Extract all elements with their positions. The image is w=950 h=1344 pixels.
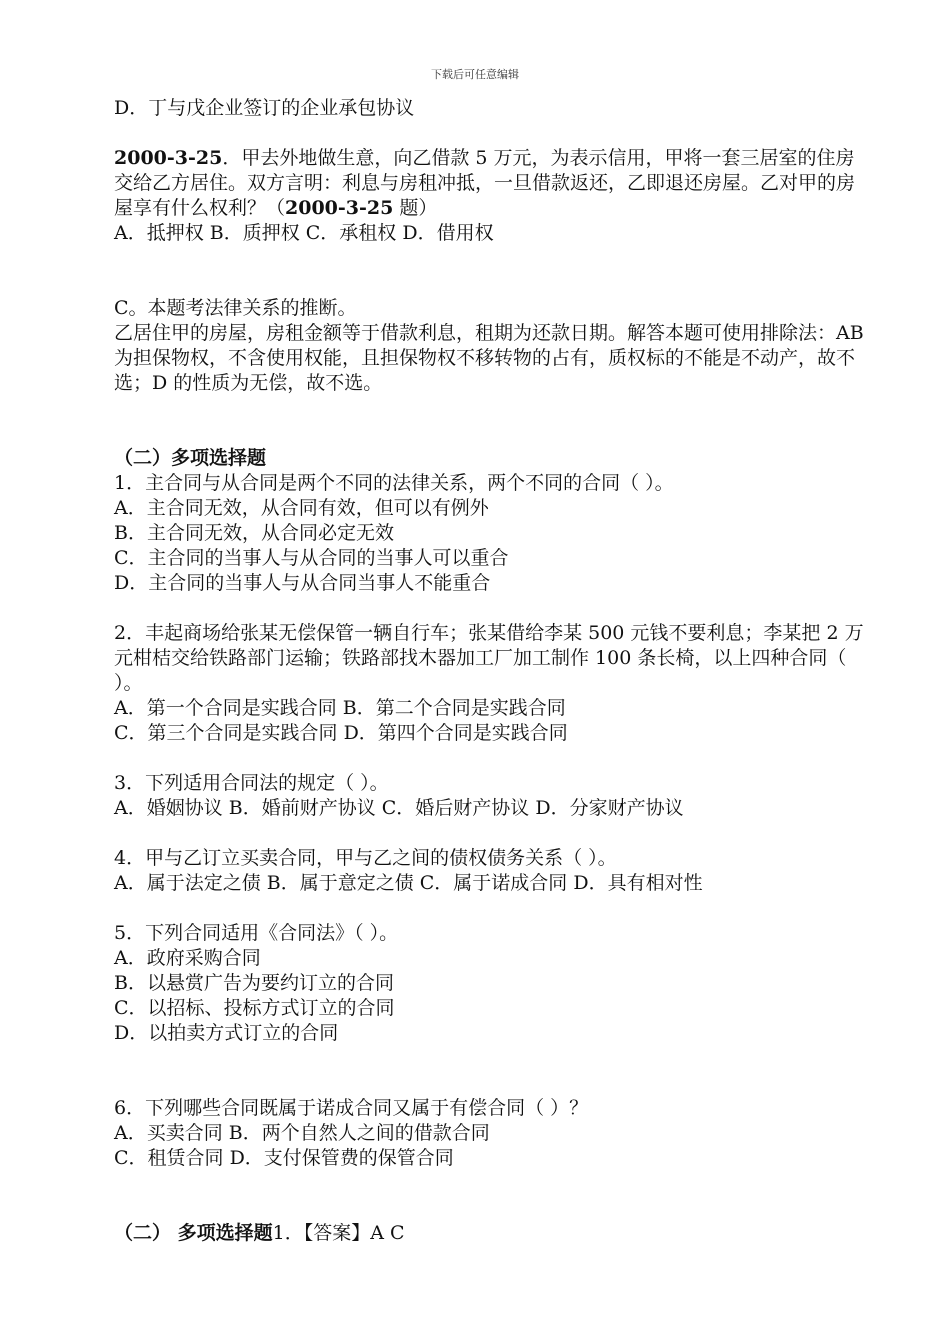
question-option: C．租赁合同 D．支付保管费的保管合同 [114,1147,454,1169]
question-1 [114,471,864,596]
question-stem: 5．下列合同适用《合同法》（ ）。 [114,922,399,944]
answer-2000-line1: C。本题考法律关系的推断。 [114,297,357,319]
question-option: D．以拍卖方式订立的合同 [114,1022,339,1044]
answer-section [114,1221,864,1246]
answer-section-text: 1．【答案】A C [272,1222,405,1244]
question-option: C．以招标、投标方式订立的合同 [114,997,395,1019]
question-2000-stem [114,146,864,221]
question-6 [114,1096,864,1171]
question-option: C．第三个合同是实践合同 D．第四个合同是实践合同 [114,722,568,744]
prev-option-d: D．丁与戊企业签订的企业承包协议 [114,97,415,119]
question-option: B．主合同无效，从合同必定无效 [114,522,394,544]
question-stem: 6．下列哪些合同既属于诺成合同又属于有偿合同（ ）？ [114,1097,589,1119]
question-2000-options: A．抵押权 B．质押权 C．承租权 D．借用权 [114,222,494,244]
question-stem-code: 2000-3-25 [285,197,394,219]
answer-2000-explanation: 乙居住甲的房屋，房租金额等于借款利息，租期为还款日期。解答本题可使用排除法：AB 为担保物权，不含使用权能，且担保物权不移转物的占有，质权标的不能是不动产，故不选；D 的性质为无偿，故不选。 [114,322,864,394]
question-option: A．主合同无效，从合同有效，但可以有例外 [114,497,489,519]
document-content [114,96,864,1246]
question-option: A．属于法定之债 B．属于意定之债 C．属于诺成合同 D．具有相对性 [114,872,703,894]
question-option: A．第一个合同是实践合同 B．第二个合同是实践合同 [114,697,566,719]
answer-section-title: （二） 多项选择题 [114,1222,273,1244]
page-header: 下载后可任意编辑 [431,68,519,81]
question-option: A．政府采购合同 [114,947,261,969]
question-option: A．婚姻协议 B．婚前财产协议 C．婚后财产协议 D．分家财产协议 [114,797,684,819]
question-stem: 2．丰起商场给张某无偿保管一辆自行车；张某借给李某 500 元钱不要利息；李某把 2 万元柑桔交给铁路部门运输；铁路部找木器加工厂加工制作 100 条长椅，以上四种合同（ ）。 [114,622,864,694]
question-option: B．以悬赏广告为要约订立的合同 [114,972,394,994]
question-2 [114,621,864,746]
question-stem: 3．下列适用合同法的规定（ ）。 [114,772,389,794]
question-option: D．主合同的当事人与从合同当事人不能重合 [114,572,491,594]
question-stem-b: 题） [393,197,438,219]
question-option: C．主合同的当事人与从合同的当事人可以重合 [114,547,509,569]
question-5 [114,921,864,1046]
question-option: A．买卖合同 B．两个自然人之间的借款合同 [114,1122,490,1144]
question-stem: 4．甲与乙订立买卖合同，甲与乙之间的债权债务关系（ ）。 [114,847,617,869]
question-code: 2000-3-25 [114,147,223,169]
question-stem: 1．主合同与从合同是两个不同的法律关系，两个不同的合同（ ）。 [114,472,674,494]
question-3 [114,771,864,821]
section-title: （二）多项选择题 [114,447,267,469]
question-stem-a: ．甲去外地做生意，向乙借款 5 万元，为表示信用，甲将一套三居室的住房交给乙方居住。双方言明：利息与房租冲抵，一旦借款返还，乙即退还房屋。乙对甲的房屋享有什么权利？（ [114,147,856,219]
question-4 [114,846,864,896]
